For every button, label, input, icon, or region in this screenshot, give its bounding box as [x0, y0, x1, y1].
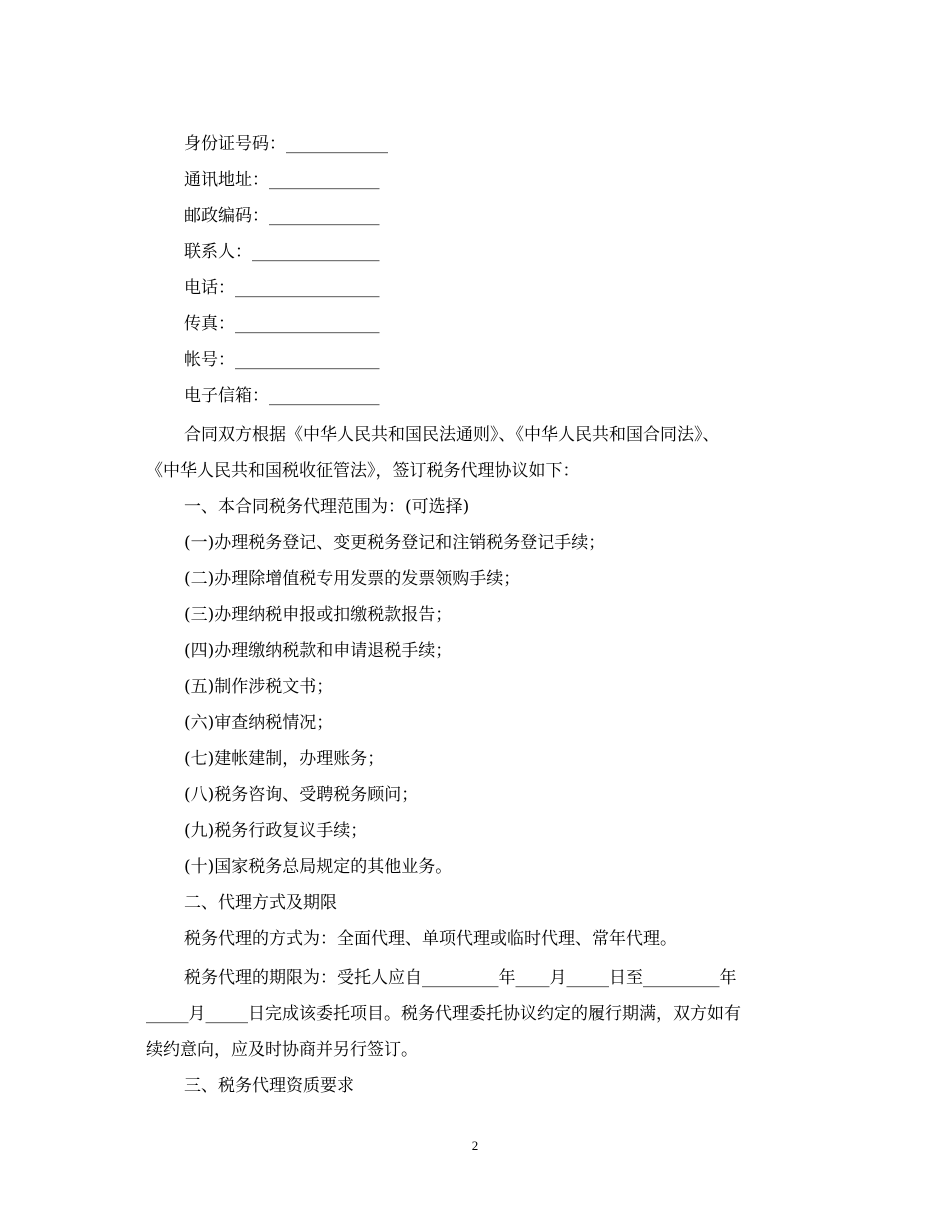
- address-field: 通讯地址：_____________: [184, 170, 380, 190]
- scope-item-2: (二)办理除增值税专用发票的发票领购手续；: [184, 569, 521, 589]
- scope-item-6: (六)审查纳税情况；: [184, 713, 334, 733]
- id-number-field: 身份证号码：____________: [184, 134, 388, 154]
- scope-item-3: (三)办理纳税申报或扣缴税款报告；: [184, 605, 453, 625]
- paragraph-term-line-2: _____月_____日完成该委托项目。税务代理委托协议约定的履行期满，双方如有: [146, 1004, 741, 1024]
- scope-item-9: (九)税务行政复议手续；: [184, 821, 368, 841]
- paragraph-term-line-1: 税务代理的期限为：受托人应自_________年____月_____日至_________年: [184, 968, 737, 988]
- paragraph-term-line-3: 续约意向，应及时协商并另行签订。: [146, 1040, 418, 1060]
- scope-item-1: (一)办理税务登记、变更税务登记和注销税务登记手续；: [184, 533, 606, 553]
- paragraph-basis-line-2: 《中华人民共和国税收征管法》，签订税务代理协议如下：: [146, 461, 580, 481]
- contact-person-field: 联系人：_______________: [184, 242, 380, 262]
- paragraph-basis-line-1: 合同双方根据《中华人民共和国民法通则》、《中华人民共和国合同法》、: [184, 425, 720, 445]
- email-field: 电子信箱：_____________: [184, 386, 380, 406]
- page-number: 2: [471, 1138, 479, 1153]
- scope-item-7: (七)建帐建制，办理账务；: [184, 749, 385, 769]
- paragraph-method: 税务代理的方式为：全面代理、单项代理或临时代理、常年代理。: [184, 929, 677, 949]
- section-heading-qualification: 三、税务代理资质要求: [184, 1076, 354, 1096]
- section-heading-scope: 一、本合同税务代理范围为：(可选择): [184, 497, 470, 517]
- postal-code-field: 邮政编码：_____________: [184, 206, 380, 226]
- scope-item-5: (五)制作涉税文书；: [184, 677, 334, 697]
- phone-field: 电话：_________________: [184, 278, 380, 298]
- scope-item-10: (十)国家税务总局规定的其他业务。: [184, 857, 453, 877]
- fax-field: 传真：_________________: [184, 314, 380, 334]
- scope-item-8: (八)税务咨询、受聘税务顾问；: [184, 785, 419, 805]
- account-field: 帐号：_________________: [184, 350, 380, 370]
- section-heading-method: 二、代理方式及期限: [184, 893, 337, 913]
- scope-item-4: (四)办理缴纳税款和申请退税手续；: [184, 641, 453, 661]
